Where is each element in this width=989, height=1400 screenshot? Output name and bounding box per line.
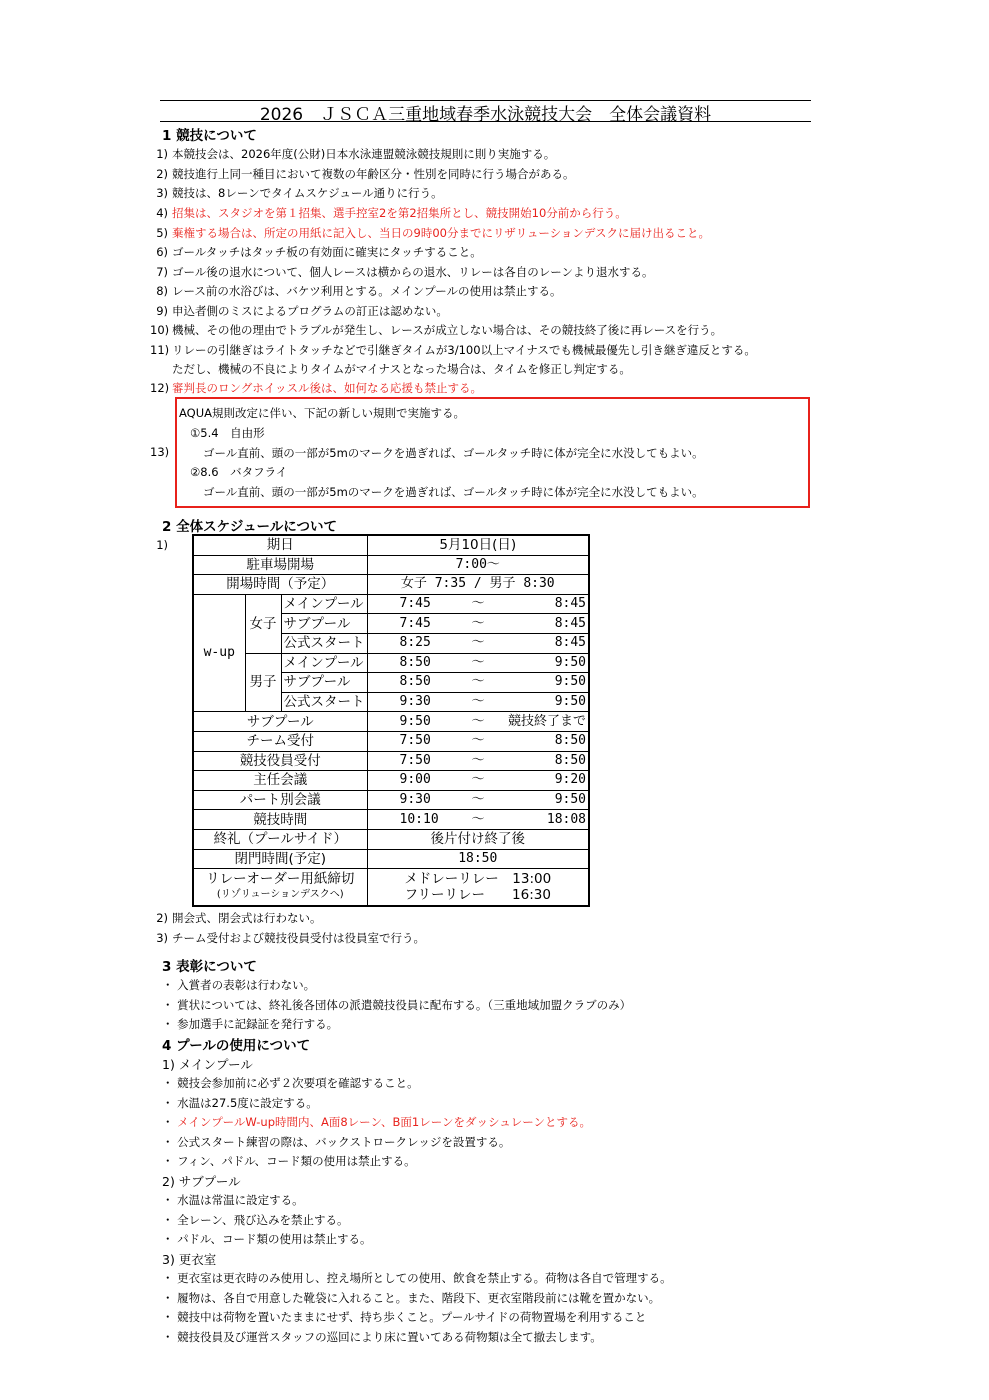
bullet: ・ — [162, 1135, 174, 1149]
pool-name: サブプール — [281, 614, 367, 634]
bullet: ・ — [162, 998, 174, 1012]
time-range — [367, 771, 589, 791]
table-row — [193, 653, 589, 673]
time-end: 8:50 — [554, 752, 587, 768]
time-sep: ～ — [471, 772, 485, 788]
sec1-item-11 — [150, 342, 756, 358]
item-number: 3) — [156, 186, 168, 200]
time-range — [367, 810, 589, 830]
time-sep: ～ — [471, 596, 485, 612]
time-end: 18:08 — [546, 811, 587, 827]
item-text: 本競技会は、2026年度(公財)日本水泳連盟競泳競技規則に則り実施する。 — [172, 147, 556, 161]
item-text: メインプールW-up時間内、A面8レーン、B面1レーンをダッシュレーンとする。 — [177, 1115, 592, 1129]
time-sep: ～ — [471, 752, 485, 768]
date-value: 5月10日(日) — [367, 535, 589, 555]
sec1-item-9 — [150, 303, 448, 319]
section-4-heading: 4 プールの使用について — [162, 1038, 311, 1054]
sec1-item-11-note — [150, 361, 631, 377]
item-text: 競技会参加前に必ず２次要項を確認すること。 — [177, 1076, 419, 1090]
row-label: サブプール — [193, 712, 367, 732]
section-1-heading: 1 競技について — [162, 128, 257, 144]
sec1-item-6 — [150, 244, 482, 260]
page-title: 2026 ＪＳＣＡ三重地域春季水泳競技大会 全体会議資料 — [259, 105, 712, 125]
section-3-heading: 3 表彰について — [162, 959, 257, 975]
time-sep: ～ — [471, 713, 485, 729]
item-text: 機械、その他の理由でトラブルが発生し、レースが成立しない場合は、その競技終了後に再レースを行う。 — [172, 323, 723, 337]
time-end: 8:45 — [554, 635, 587, 651]
subheading-sub-pool: 2) サブプール — [162, 1174, 241, 1189]
time-end: 競技終了まで — [508, 713, 587, 729]
bullet: ・ — [162, 1017, 174, 1031]
time-range — [367, 673, 589, 693]
locker-item — [162, 1329, 602, 1345]
table-row — [193, 731, 589, 751]
sub-pool-item — [162, 1192, 304, 1208]
time-start: 8:25 — [399, 635, 431, 651]
sec1-item-4 — [150, 205, 627, 221]
relay-deadline-sub: (リゾリューションデスクへ) — [216, 889, 344, 901]
sec1-item-3 — [150, 185, 443, 201]
item-text: 申込者側のミスによるプログラムの訂正は認めない。 — [172, 304, 448, 318]
time-end: 9:50 — [554, 654, 587, 670]
time-sep: ～ — [471, 694, 485, 710]
table-row — [193, 849, 589, 869]
open-label: 開場時間（予定） — [193, 575, 367, 595]
locker-item — [162, 1290, 660, 1306]
item-text: 全レーン、飛び込みを禁止する。 — [177, 1213, 349, 1227]
item-text: 競技中は荷物を置いたままにせず、持ち歩くこと。プールサイドの荷物置場を利用すること — [177, 1310, 647, 1324]
main-pool-item — [162, 1134, 510, 1150]
sec1-item-2 — [150, 166, 575, 182]
subheading-main-pool: 1) メインプール — [162, 1057, 253, 1072]
item-text: フィン、パドル、コード類の使用は禁止する。 — [177, 1154, 416, 1168]
wup-label: w-up — [193, 594, 245, 712]
item-number: 9) — [156, 304, 168, 318]
subheading-locker-room: 3) 更衣室 — [162, 1252, 217, 1267]
item-number: 12) — [150, 381, 170, 395]
item-text: 賞状については、終礼後各団体の派遣競技役員に配布する。（三重地域加盟クラブのみ） — [177, 998, 632, 1012]
section-2-heading: 2 全体スケジュールについて — [162, 519, 338, 535]
time-end: 8:45 — [554, 596, 587, 612]
locker-item — [162, 1270, 672, 1286]
time-start: 7:45 — [399, 615, 431, 631]
bullet: ・ — [162, 978, 174, 992]
sec1-item-8 — [150, 283, 562, 299]
bullet: ・ — [162, 1076, 174, 1090]
closing-label: 終礼（プールサイド） — [193, 829, 367, 849]
parking-value: 7:00～ — [367, 555, 589, 575]
item-text: 水温は常温に設定する。 — [177, 1193, 304, 1207]
time-sep: ～ — [471, 615, 485, 631]
time-sep: ～ — [471, 635, 485, 651]
time-range — [367, 731, 589, 751]
bullet: ・ — [162, 1310, 174, 1324]
sec3-item — [162, 977, 315, 993]
locker-item — [162, 1309, 646, 1325]
item-number: 2) — [156, 167, 168, 181]
item-number: 3) — [156, 931, 168, 945]
time-end: 9:50 — [554, 792, 587, 808]
row-label: 主任会議 — [193, 771, 367, 791]
bullet: ・ — [162, 1330, 174, 1344]
relay-free: フリーリレー 16:30 — [404, 887, 551, 904]
row-label: 競技役員受付 — [193, 751, 367, 771]
time-start: 7:50 — [399, 752, 431, 768]
gate-close-value: 18:50 — [367, 849, 589, 869]
item-text: 水温は27.5度に設定する。 — [177, 1096, 318, 1110]
time-range — [367, 692, 589, 712]
time-end: 8:45 — [554, 615, 587, 631]
male-label: 男子 — [245, 653, 281, 712]
pool-name: メインプール — [281, 653, 367, 673]
item-text: 招集は、スタジオを第１招集、選手控室2を第2招集所とし、競技開始10分前から行う。 — [172, 206, 627, 220]
item-text: パドル、コード類の使用は禁止する。 — [177, 1232, 372, 1246]
time-start: 7:45 — [399, 596, 431, 612]
time-start: 10:10 — [399, 811, 439, 827]
time-end: 9:50 — [554, 694, 587, 710]
item-text: 棄権する場合は、所定の用紙に記入し、当日の9時00分までにリザリューションデスクに届け出ること。 — [172, 226, 710, 240]
item-text: 履物は、各自で用意した靴袋に入れること。また、階段下、更衣室階段前には靴を置かない。 — [177, 1291, 661, 1305]
time-start: 7:50 — [399, 733, 431, 749]
bullet: ・ — [162, 1154, 174, 1168]
table-row — [193, 712, 589, 732]
time-sep: ～ — [471, 674, 485, 690]
time-range — [367, 633, 589, 653]
item-number: 1) — [156, 147, 168, 161]
table-row — [193, 751, 589, 771]
time-end: 9:20 — [554, 772, 587, 788]
sec1-item-1 — [150, 146, 555, 162]
rule-change-intro: AQUA規則改定に伴い、下記の新しい規則で実施する。 — [179, 406, 465, 420]
relay-deadline-values — [367, 869, 589, 907]
relay-deadline-label-cell — [193, 869, 367, 907]
table-row — [193, 869, 589, 907]
pool-name: 公式スタート — [281, 692, 367, 712]
bullet: ・ — [162, 1213, 174, 1227]
table-row — [193, 594, 589, 614]
main-pool-item — [162, 1114, 591, 1130]
item-text: リレーの引継ぎはライトタッチなどで引継ぎタイムが3/100以上マイナスでも機械最優先し引き継ぎ違反とする。 — [172, 343, 756, 357]
item-text: 競技進行上同一種目において複数の年齢区分・性別を同時に行う場合がある。 — [172, 167, 575, 181]
item-number: 7) — [156, 265, 168, 279]
item-text: 更衣室は更衣時のみ使用し、控え場所としての使用、飲食を禁止する。荷物は各自で管理する。 — [177, 1271, 672, 1285]
item-text: 競技は、8レーンでタイムスケジュール通りに行う。 — [172, 186, 443, 200]
sec1-item-12 — [150, 380, 482, 396]
table-row — [193, 829, 589, 849]
sec2-item-1-number — [150, 538, 172, 552]
pool-name: 公式スタート — [281, 633, 367, 653]
table-row — [193, 771, 589, 791]
item-number: 10) — [150, 323, 170, 337]
rule-2-text: ゴール直前、頭の一部が5mのマークを過ぎれば、ゴールタッチ時に体が完全に水没してもよい。 — [203, 485, 704, 499]
pool-name: メインプール — [281, 594, 367, 614]
title-rule-bottom — [160, 121, 811, 122]
item-number: 5) — [156, 226, 168, 240]
gate-close-label: 閉門時間(予定) — [193, 849, 367, 869]
sec1-item-5 — [150, 225, 710, 241]
bullet: ・ — [162, 1271, 174, 1285]
time-range — [367, 594, 589, 614]
relay-medley: メドレーリレー 13:00 — [404, 871, 552, 888]
item-text: チーム受付および競技役員受付は役員室で行う。 — [172, 931, 425, 945]
parking-label: 駐車場開場 — [193, 555, 367, 575]
time-range — [367, 751, 589, 771]
time-sep: ～ — [471, 733, 485, 749]
sec3-item — [162, 1016, 338, 1032]
bullet: ・ — [162, 1193, 174, 1207]
time-range — [367, 653, 589, 673]
item-text: 公式スタート練習の際は、バックストロークレッジを設置する。 — [177, 1135, 511, 1149]
sec2-item-3 — [150, 930, 425, 946]
item-number: 11) — [150, 343, 170, 357]
item-text: ゴール後の退水について、個人レースは横からの退水、リレーは各自のレーンより退水する。 — [172, 265, 654, 279]
time-start: 8:50 — [399, 674, 431, 690]
item-number: 2) — [156, 911, 168, 925]
table-row — [193, 555, 589, 575]
item-number: 4) — [156, 206, 168, 220]
sec1-item-13-number — [150, 445, 172, 459]
time-sep: ～ — [471, 654, 485, 670]
time-end: 9:50 — [554, 674, 587, 690]
item-number: 8) — [156, 284, 168, 298]
main-pool-item — [162, 1153, 416, 1169]
item-text: 参加選手に記録証を発行する。 — [177, 1017, 339, 1031]
sec2-item-2 — [150, 910, 322, 926]
time-start: 9:30 — [399, 792, 431, 808]
time-sep: ～ — [471, 792, 485, 808]
row-label: 競技時間 — [193, 810, 367, 830]
time-start: 9:00 — [399, 772, 431, 788]
item-number: 13) — [150, 445, 170, 459]
row-label: チーム受付 — [193, 731, 367, 751]
item-text: 入賞者の表彰は行わない。 — [177, 978, 316, 992]
time-start: 8:50 — [399, 654, 431, 670]
item-text: 競技役員及び運営スタッフの巡回により床に置いてある荷物類は全て撤去します。 — [177, 1330, 602, 1344]
time-range — [367, 790, 589, 810]
sec3-item — [162, 997, 631, 1013]
time-start: 9:50 — [399, 713, 431, 729]
time-sep: ～ — [471, 811, 485, 827]
item-text: 審判長のロングホイッスル後は、如何なる応援も禁止する。 — [172, 381, 483, 395]
item-text: 開会式、閉会式は行わない。 — [172, 911, 322, 925]
item-number: 6) — [156, 245, 168, 259]
time-start: 9:30 — [399, 694, 431, 710]
item-text: ただし、機械の不良によりタイムがマイナスとなった場合は、タイムを修正し判定する。 — [172, 362, 631, 376]
row-label: パート別会議 — [193, 790, 367, 810]
table-row — [193, 535, 589, 555]
main-pool-item — [162, 1075, 419, 1091]
pool-name: サブプール — [281, 673, 367, 693]
item-number: 1) — [156, 538, 168, 552]
female-label: 女子 — [245, 594, 281, 653]
closing-value: 後片付け終了後 — [367, 829, 589, 849]
date-label: 期日 — [193, 535, 367, 555]
table-row — [193, 790, 589, 810]
bullet: ・ — [162, 1115, 174, 1129]
sec1-item-10 — [150, 322, 722, 338]
bullet: ・ — [162, 1096, 174, 1110]
rule-1-title: ①5.4 自由形 — [190, 426, 265, 440]
sub-pool-item — [162, 1231, 372, 1247]
time-end: 8:50 — [554, 733, 587, 749]
bullet: ・ — [162, 1291, 174, 1305]
table-row — [193, 575, 589, 595]
sec1-item-7 — [150, 264, 654, 280]
item-text: レース前の水浴びは、バケツ利用とする。メインプールの使用は禁止する。 — [172, 284, 562, 298]
bullet: ・ — [162, 1232, 174, 1246]
table-row — [193, 810, 589, 830]
relay-deadline-label: リレーオーダー用紙締切 — [206, 871, 355, 888]
item-text: ゴールタッチはタッチ板の有効面に確実にタッチすること。 — [172, 245, 482, 259]
rule-1-text: ゴール直前、頭の一部が5mのマークを過ぎれば、ゴールタッチ時に体が完全に水没してもよい。 — [203, 446, 704, 460]
open-value: 女子 7:35 / 男子 8:30 — [367, 575, 589, 595]
time-range — [367, 712, 589, 732]
sub-pool-item — [162, 1212, 349, 1228]
schedule-table — [192, 534, 590, 907]
rule-2-title: ②8.6 バタフライ — [190, 465, 288, 479]
main-pool-item — [162, 1095, 318, 1111]
time-range — [367, 614, 589, 634]
